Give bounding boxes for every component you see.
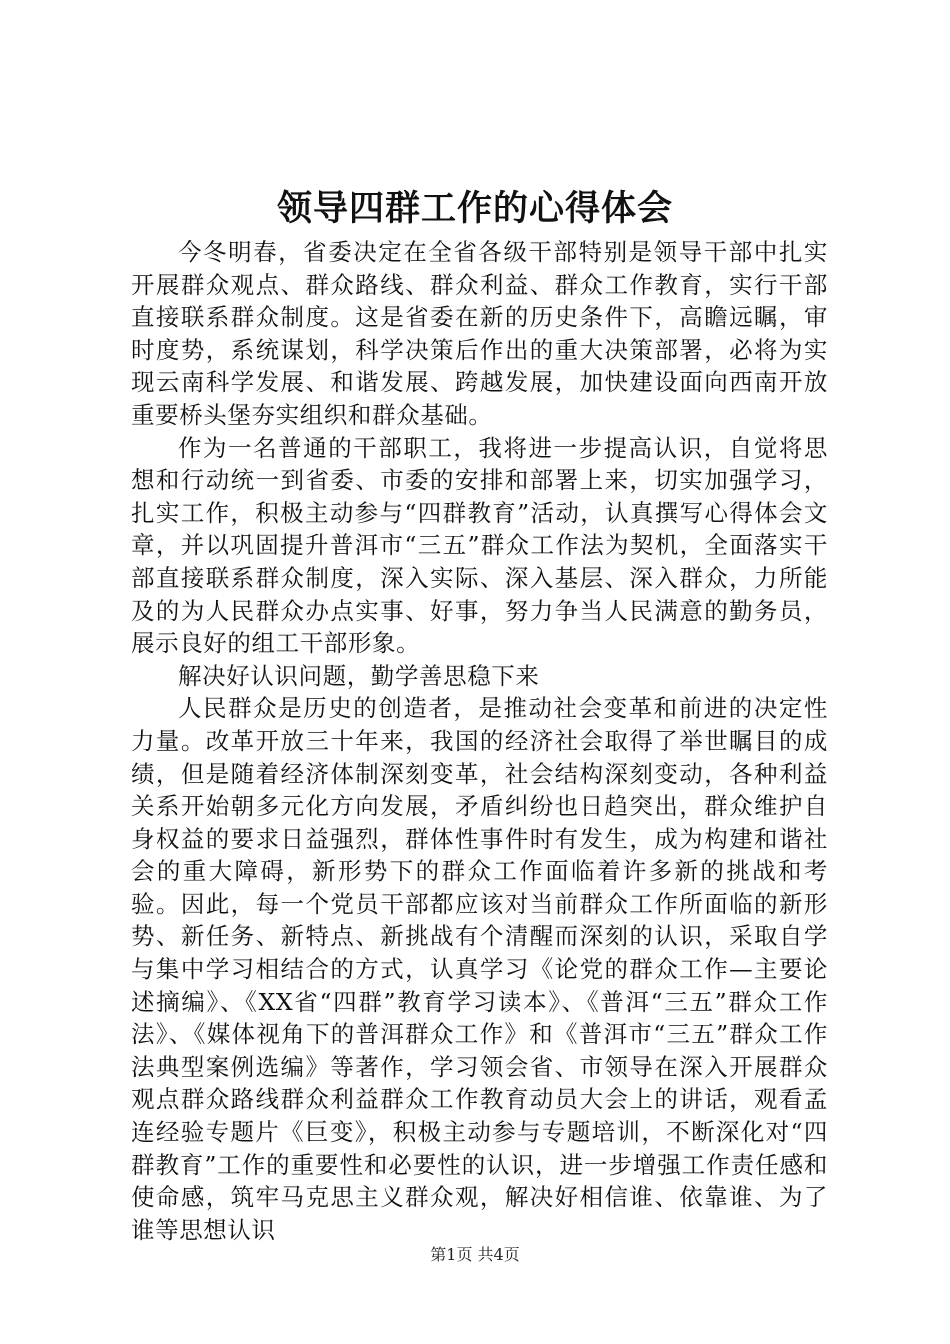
paragraph-commitment: 作为一名普通的干部职工，我将进一步提高认识，自觉将思想和行动统一到省委、市委的安排和部署上来，切实加强学习，扎实工作，积极主动参与“四群教育”活动，认真撰写心得体会文章，并以巩固提升普洱市“三五”群众工作法为契机，全面落实干部直接联系群众制度，深入实际、深入基层、深入群众，力所能及的为人民群众办点实事、好事，努力争当人民满意的勤务员，展示良好的组工干部形象。 <box>131 433 828 658</box>
section-heading: 解决好认识问题，勤学善思稳下来 <box>178 661 540 690</box>
paragraph-intro: 今冬明春，省委决定在全省各级干部特别是领导干部中扎实开展群众观点、群众路线、群众利益、群众工作教育，实行干部直接联系群众制度。这是省委在新的历史条件下，高瞻远瞩，审时度势，系统谋划，科学决策后作出的重大决策部署，必将为实现云南科学发展、和谐发展、跨越发展，加快建设面向西南开放重要桥头堡夯实组织和群众基础。 <box>131 238 828 429</box>
paragraph-understanding: 人民群众是历史的创造者，是推动社会变革和前进的决定性力量。改革开放三十年来，我国的经济社会取得了举世瞩目的成绩，但是随着经济体制深刻变革，社会结构深刻变动，各种利益关系开始朝多元化方向发展，矛盾纠纷也日趋突出，群众维护自身权益的要求日益强烈，群体性事件时有发生，成为构建和谐社会的重大障碍，新形势下的群众工作面临着许多新的挑战和考验。因此，每一个党员干部都应该对当前群众工作所面临的新形势、新任务、新特点、新挑战有个清醒而深刻的认识，采取自学与集中学习相结合的方式，认真学习《论党的群众工作—主要论述摘编》、《XX省“四群”教育学习读本》、《普洱“三五”群众工作法》、《媒体视角下的普洱群众工作》和《普洱市“三五”群众工作法典型案例选编》等著作，学习领会省、市领导在深入开展群众观点群众路线群众利益群众工作教育动员大会上的讲话，观看孟连经验专题片《巨变》，积极主动参与专题培训，不断深化对“四群教育”工作的重要性和必要性的认识，进一步增强工作责任感和使命感，筑牢马克思主义群众观，解决好相信谁、依靠谁、为了谁等思想认识 <box>131 694 828 1244</box>
document-body <box>131 236 828 1246</box>
page-number: 第1页 共4页 <box>430 1245 520 1264</box>
document-title: 领导四群工作的心得体会 <box>276 188 673 229</box>
